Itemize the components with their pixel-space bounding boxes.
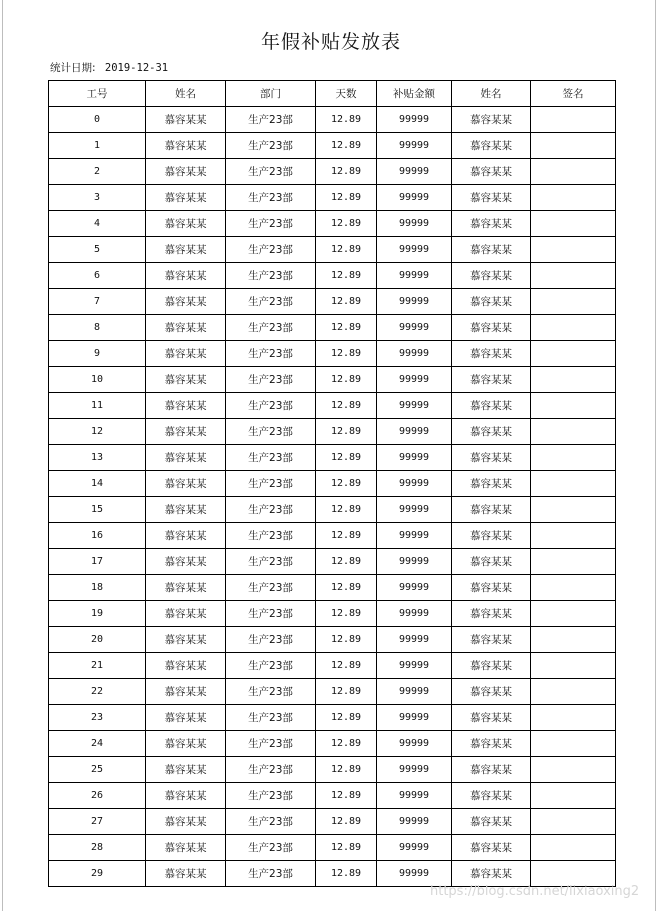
cell-name-2: 慕容某某 bbox=[452, 679, 531, 705]
cell-name-2: 慕容某某 bbox=[452, 497, 531, 523]
cell-name: 慕容某某 bbox=[146, 497, 226, 523]
cell-name: 慕容某某 bbox=[146, 289, 226, 315]
table-header-row bbox=[49, 81, 616, 107]
cell-signature bbox=[531, 133, 616, 159]
cell-amount: 99999 bbox=[377, 705, 452, 731]
cell-days: 12.89 bbox=[316, 757, 377, 783]
cell-signature bbox=[531, 237, 616, 263]
cell-name-2: 慕容某某 bbox=[452, 341, 531, 367]
cell-signature bbox=[531, 393, 616, 419]
cell-days: 12.89 bbox=[316, 341, 377, 367]
cell-name: 慕容某某 bbox=[146, 185, 226, 211]
cell-employee-id: 16 bbox=[49, 523, 146, 549]
cell-signature bbox=[531, 731, 616, 757]
cell-amount: 99999 bbox=[377, 445, 452, 471]
cell-name-2: 慕容某某 bbox=[452, 783, 531, 809]
cell-employee-id: 21 bbox=[49, 653, 146, 679]
cell-department: 生产23部 bbox=[226, 263, 316, 289]
page-title: 年假补贴发放表 bbox=[260, 31, 401, 53]
cell-employee-id: 8 bbox=[49, 315, 146, 341]
cell-signature bbox=[531, 419, 616, 445]
table-row bbox=[49, 783, 616, 809]
cell-amount: 99999 bbox=[377, 601, 452, 627]
cell-signature bbox=[531, 185, 616, 211]
cell-signature bbox=[531, 679, 616, 705]
cell-signature bbox=[531, 861, 616, 887]
table-row bbox=[49, 159, 616, 185]
cell-employee-id: 1 bbox=[49, 133, 146, 159]
cell-signature bbox=[531, 315, 616, 341]
cell-amount: 99999 bbox=[377, 185, 452, 211]
page-left-edge bbox=[2, 0, 3, 911]
cell-amount: 99999 bbox=[377, 367, 452, 393]
cell-employee-id: 23 bbox=[49, 705, 146, 731]
cell-days: 12.89 bbox=[316, 471, 377, 497]
cell-days: 12.89 bbox=[316, 835, 377, 861]
stat-date-value: 2019-12-31 bbox=[104, 62, 169, 74]
cell-name-2: 慕容某某 bbox=[452, 211, 531, 237]
cell-name-2: 慕容某某 bbox=[452, 861, 531, 887]
cell-name: 慕容某某 bbox=[146, 679, 226, 705]
cell-name: 慕容某某 bbox=[146, 757, 226, 783]
cell-name-2: 慕容某某 bbox=[452, 809, 531, 835]
cell-name: 慕容某某 bbox=[146, 627, 226, 653]
cell-amount: 99999 bbox=[377, 575, 452, 601]
cell-days: 12.89 bbox=[316, 601, 377, 627]
cell-name-2: 慕容某某 bbox=[452, 653, 531, 679]
table-row bbox=[49, 731, 616, 757]
cell-name-2: 慕容某某 bbox=[452, 289, 531, 315]
table-row bbox=[49, 575, 616, 601]
cell-name: 慕容某某 bbox=[146, 341, 226, 367]
cell-amount: 99999 bbox=[377, 393, 452, 419]
cell-amount: 99999 bbox=[377, 731, 452, 757]
cell-days: 12.89 bbox=[316, 237, 377, 263]
cell-department: 生产23部 bbox=[226, 575, 316, 601]
cell-employee-id: 20 bbox=[49, 627, 146, 653]
cell-days: 12.89 bbox=[316, 315, 377, 341]
header-signature: 签名 bbox=[531, 81, 616, 107]
cell-amount: 99999 bbox=[377, 211, 452, 237]
subsidy-table bbox=[48, 80, 616, 887]
cell-name-2: 慕容某某 bbox=[452, 185, 531, 211]
cell-name: 慕容某某 bbox=[146, 783, 226, 809]
cell-department: 生产23部 bbox=[226, 367, 316, 393]
stat-date-label: 统计日期: bbox=[50, 62, 96, 74]
table-row bbox=[49, 861, 616, 887]
cell-signature bbox=[531, 783, 616, 809]
cell-name: 慕容某某 bbox=[146, 133, 226, 159]
cell-name: 慕容某某 bbox=[146, 159, 226, 185]
cell-employee-id: 28 bbox=[49, 835, 146, 861]
cell-department: 生产23部 bbox=[226, 471, 316, 497]
cell-signature bbox=[531, 289, 616, 315]
cell-amount: 99999 bbox=[377, 341, 452, 367]
cell-name-2: 慕容某某 bbox=[452, 549, 531, 575]
cell-department: 生产23部 bbox=[226, 653, 316, 679]
cell-days: 12.89 bbox=[316, 393, 377, 419]
cell-name: 慕容某某 bbox=[146, 107, 226, 133]
table-row bbox=[49, 289, 616, 315]
cell-name-2: 慕容某某 bbox=[452, 445, 531, 471]
cell-signature bbox=[531, 653, 616, 679]
cell-department: 生产23部 bbox=[226, 159, 316, 185]
cell-name: 慕容某某 bbox=[146, 263, 226, 289]
table-body bbox=[49, 107, 616, 887]
cell-department: 生产23部 bbox=[226, 627, 316, 653]
cell-days: 12.89 bbox=[316, 419, 377, 445]
cell-amount: 99999 bbox=[377, 419, 452, 445]
cell-signature bbox=[531, 705, 616, 731]
table-row bbox=[49, 549, 616, 575]
cell-employee-id: 2 bbox=[49, 159, 146, 185]
cell-days: 12.89 bbox=[316, 705, 377, 731]
cell-department: 生产23部 bbox=[226, 185, 316, 211]
cell-name-2: 慕容某某 bbox=[452, 757, 531, 783]
cell-department: 生产23部 bbox=[226, 497, 316, 523]
table-row bbox=[49, 445, 616, 471]
table-row bbox=[49, 757, 616, 783]
table-row bbox=[49, 419, 616, 445]
cell-name: 慕容某某 bbox=[146, 549, 226, 575]
header-amount: 补贴金额 bbox=[377, 81, 452, 107]
cell-employee-id: 25 bbox=[49, 757, 146, 783]
cell-department: 生产23部 bbox=[226, 731, 316, 757]
cell-department: 生产23部 bbox=[226, 107, 316, 133]
cell-employee-id: 15 bbox=[49, 497, 146, 523]
cell-department: 生产23部 bbox=[226, 601, 316, 627]
cell-signature bbox=[531, 523, 616, 549]
cell-name-2: 慕容某某 bbox=[452, 523, 531, 549]
cell-name: 慕容某某 bbox=[146, 445, 226, 471]
cell-name: 慕容某某 bbox=[146, 601, 226, 627]
cell-name: 慕容某某 bbox=[146, 471, 226, 497]
table-row bbox=[49, 393, 616, 419]
cell-department: 生产23部 bbox=[226, 133, 316, 159]
cell-name: 慕容某某 bbox=[146, 419, 226, 445]
cell-amount: 99999 bbox=[377, 471, 452, 497]
cell-days: 12.89 bbox=[316, 211, 377, 237]
cell-days: 12.89 bbox=[316, 679, 377, 705]
cell-days: 12.89 bbox=[316, 809, 377, 835]
cell-employee-id: 6 bbox=[49, 263, 146, 289]
cell-signature bbox=[531, 601, 616, 627]
header-department: 部门 bbox=[226, 81, 316, 107]
cell-signature bbox=[531, 367, 616, 393]
table-row bbox=[49, 471, 616, 497]
cell-name-2: 慕容某某 bbox=[452, 237, 531, 263]
cell-name-2: 慕容某某 bbox=[452, 575, 531, 601]
cell-days: 12.89 bbox=[316, 107, 377, 133]
cell-employee-id: 3 bbox=[49, 185, 146, 211]
cell-name: 慕容某某 bbox=[146, 315, 226, 341]
cell-name-2: 慕容某某 bbox=[452, 315, 531, 341]
watermark: https://blog.csdn.net/lixiaoxing2 bbox=[430, 884, 640, 899]
cell-days: 12.89 bbox=[316, 523, 377, 549]
cell-employee-id: 7 bbox=[49, 289, 146, 315]
cell-amount: 99999 bbox=[377, 757, 452, 783]
cell-amount: 99999 bbox=[377, 783, 452, 809]
cell-employee-id: 11 bbox=[49, 393, 146, 419]
cell-signature bbox=[531, 575, 616, 601]
cell-signature bbox=[531, 107, 616, 133]
cell-name: 慕容某某 bbox=[146, 237, 226, 263]
cell-department: 生产23部 bbox=[226, 549, 316, 575]
table-row bbox=[49, 237, 616, 263]
cell-name-2: 慕容某某 bbox=[452, 705, 531, 731]
cell-employee-id: 19 bbox=[49, 601, 146, 627]
cell-name-2: 慕容某某 bbox=[452, 419, 531, 445]
cell-name-2: 慕容某某 bbox=[452, 731, 531, 757]
cell-employee-id: 9 bbox=[49, 341, 146, 367]
cell-amount: 99999 bbox=[377, 159, 452, 185]
cell-amount: 99999 bbox=[377, 133, 452, 159]
cell-department: 生产23部 bbox=[226, 861, 316, 887]
cell-employee-id: 13 bbox=[49, 445, 146, 471]
cell-signature bbox=[531, 159, 616, 185]
cell-name: 慕容某某 bbox=[146, 211, 226, 237]
cell-employee-id: 10 bbox=[49, 367, 146, 393]
cell-department: 生产23部 bbox=[226, 341, 316, 367]
cell-employee-id: 0 bbox=[49, 107, 146, 133]
cell-days: 12.89 bbox=[316, 159, 377, 185]
cell-amount: 99999 bbox=[377, 653, 452, 679]
cell-department: 生产23部 bbox=[226, 705, 316, 731]
cell-department: 生产23部 bbox=[226, 393, 316, 419]
cell-days: 12.89 bbox=[316, 575, 377, 601]
cell-signature bbox=[531, 757, 616, 783]
cell-name-2: 慕容某某 bbox=[452, 107, 531, 133]
cell-days: 12.89 bbox=[316, 185, 377, 211]
cell-employee-id: 24 bbox=[49, 731, 146, 757]
page-right-edge bbox=[655, 0, 656, 911]
cell-name-2: 慕容某某 bbox=[452, 367, 531, 393]
cell-days: 12.89 bbox=[316, 497, 377, 523]
cell-department: 生产23部 bbox=[226, 757, 316, 783]
table-row bbox=[49, 679, 616, 705]
cell-signature bbox=[531, 211, 616, 237]
cell-department: 生产23部 bbox=[226, 445, 316, 471]
cell-amount: 99999 bbox=[377, 809, 452, 835]
cell-days: 12.89 bbox=[316, 653, 377, 679]
cell-name: 慕容某某 bbox=[146, 861, 226, 887]
cell-days: 12.89 bbox=[316, 549, 377, 575]
table-row bbox=[49, 627, 616, 653]
cell-signature bbox=[531, 809, 616, 835]
cell-days: 12.89 bbox=[316, 861, 377, 887]
cell-signature bbox=[531, 341, 616, 367]
cell-amount: 99999 bbox=[377, 679, 452, 705]
table-row bbox=[49, 653, 616, 679]
cell-amount: 99999 bbox=[377, 549, 452, 575]
cell-employee-id: 26 bbox=[49, 783, 146, 809]
cell-name: 慕容某某 bbox=[146, 653, 226, 679]
cell-days: 12.89 bbox=[316, 133, 377, 159]
cell-name: 慕容某某 bbox=[146, 809, 226, 835]
cell-name: 慕容某某 bbox=[146, 575, 226, 601]
cell-department: 生产23部 bbox=[226, 523, 316, 549]
header-name: 姓名 bbox=[146, 81, 226, 107]
table-row bbox=[49, 185, 616, 211]
cell-amount: 99999 bbox=[377, 523, 452, 549]
cell-name-2: 慕容某某 bbox=[452, 835, 531, 861]
header-name-2: 姓名 bbox=[452, 81, 531, 107]
cell-days: 12.89 bbox=[316, 627, 377, 653]
table-row bbox=[49, 263, 616, 289]
table-row bbox=[49, 107, 616, 133]
cell-signature bbox=[531, 497, 616, 523]
cell-signature bbox=[531, 627, 616, 653]
cell-department: 生产23部 bbox=[226, 783, 316, 809]
cell-name-2: 慕容某某 bbox=[452, 601, 531, 627]
cell-name: 慕容某某 bbox=[146, 393, 226, 419]
cell-department: 生产23部 bbox=[226, 835, 316, 861]
cell-name-2: 慕容某某 bbox=[452, 263, 531, 289]
cell-employee-id: 18 bbox=[49, 575, 146, 601]
cell-amount: 99999 bbox=[377, 289, 452, 315]
cell-employee-id: 14 bbox=[49, 471, 146, 497]
cell-employee-id: 17 bbox=[49, 549, 146, 575]
table-row bbox=[49, 835, 616, 861]
cell-amount: 99999 bbox=[377, 263, 452, 289]
cell-name: 慕容某某 bbox=[146, 523, 226, 549]
cell-department: 生产23部 bbox=[226, 679, 316, 705]
cell-name: 慕容某某 bbox=[146, 731, 226, 757]
table-row bbox=[49, 705, 616, 731]
table-row bbox=[49, 133, 616, 159]
cell-signature bbox=[531, 835, 616, 861]
cell-name: 慕容某某 bbox=[146, 367, 226, 393]
cell-amount: 99999 bbox=[377, 497, 452, 523]
cell-department: 生产23部 bbox=[226, 315, 316, 341]
table-row bbox=[49, 497, 616, 523]
cell-name-2: 慕容某某 bbox=[452, 393, 531, 419]
cell-department: 生产23部 bbox=[226, 809, 316, 835]
cell-employee-id: 29 bbox=[49, 861, 146, 887]
table-row bbox=[49, 367, 616, 393]
cell-days: 12.89 bbox=[316, 367, 377, 393]
cell-days: 12.89 bbox=[316, 445, 377, 471]
cell-days: 12.89 bbox=[316, 783, 377, 809]
cell-amount: 99999 bbox=[377, 315, 452, 341]
header-days: 天数 bbox=[316, 81, 377, 107]
cell-signature bbox=[531, 445, 616, 471]
cell-signature bbox=[531, 471, 616, 497]
cell-name-2: 慕容某某 bbox=[452, 133, 531, 159]
cell-days: 12.89 bbox=[316, 289, 377, 315]
cell-department: 生产23部 bbox=[226, 419, 316, 445]
cell-name-2: 慕容某某 bbox=[452, 159, 531, 185]
cell-employee-id: 12 bbox=[49, 419, 146, 445]
cell-name-2: 慕容某某 bbox=[452, 627, 531, 653]
cell-amount: 99999 bbox=[377, 237, 452, 263]
cell-department: 生产23部 bbox=[226, 289, 316, 315]
cell-amount: 99999 bbox=[377, 861, 452, 887]
table-row bbox=[49, 315, 616, 341]
stat-date-line bbox=[50, 60, 168, 75]
table-row bbox=[49, 523, 616, 549]
cell-employee-id: 4 bbox=[49, 211, 146, 237]
cell-amount: 99999 bbox=[377, 107, 452, 133]
cell-signature bbox=[531, 263, 616, 289]
cell-name: 慕容某某 bbox=[146, 705, 226, 731]
cell-days: 12.89 bbox=[316, 263, 377, 289]
cell-employee-id: 27 bbox=[49, 809, 146, 835]
header-employee-id: 工号 bbox=[49, 81, 146, 107]
cell-signature bbox=[531, 549, 616, 575]
cell-employee-id: 5 bbox=[49, 237, 146, 263]
cell-days: 12.89 bbox=[316, 731, 377, 757]
cell-department: 生产23部 bbox=[226, 211, 316, 237]
table-row bbox=[49, 809, 616, 835]
cell-employee-id: 22 bbox=[49, 679, 146, 705]
cell-name: 慕容某某 bbox=[146, 835, 226, 861]
cell-amount: 99999 bbox=[377, 627, 452, 653]
cell-department: 生产23部 bbox=[226, 237, 316, 263]
table-row bbox=[49, 211, 616, 237]
table-row bbox=[49, 341, 616, 367]
cell-name-2: 慕容某某 bbox=[452, 471, 531, 497]
cell-amount: 99999 bbox=[377, 835, 452, 861]
table-row bbox=[49, 601, 616, 627]
